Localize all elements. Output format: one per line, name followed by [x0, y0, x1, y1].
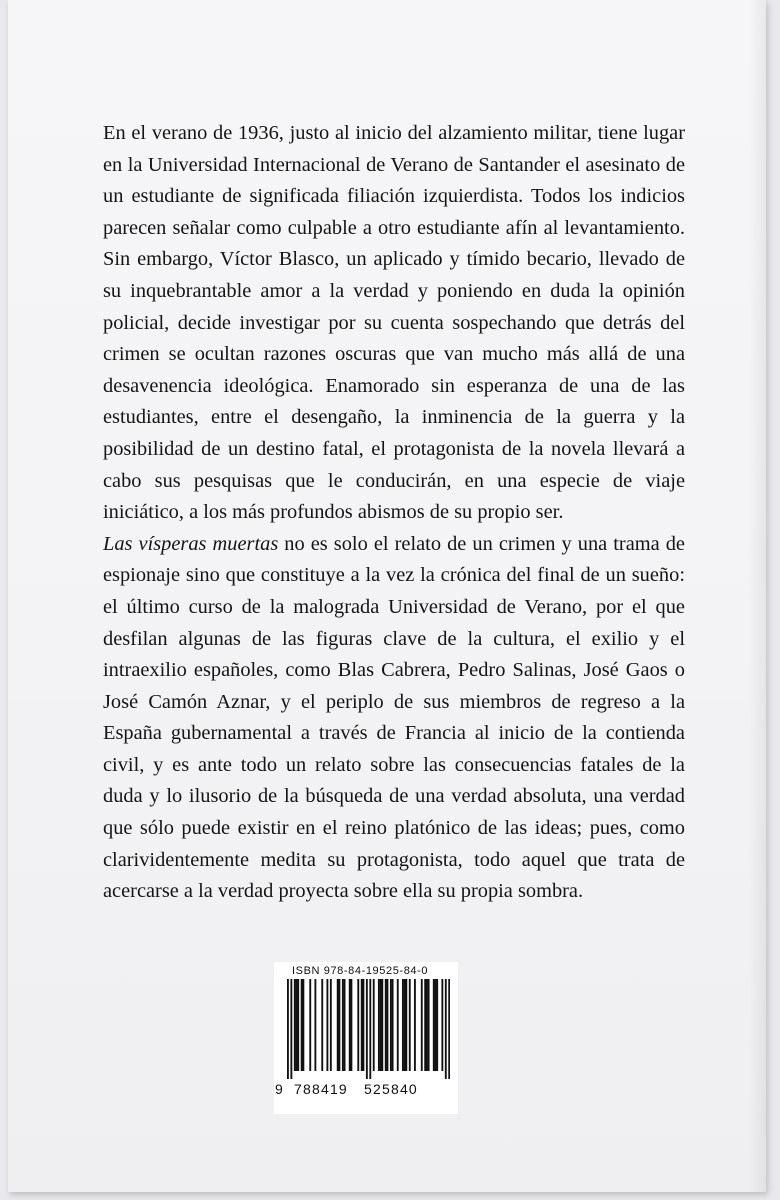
barcode-bar	[296, 979, 298, 1071]
barcode-bar	[287, 979, 289, 1079]
ean-right-digits: 525840	[364, 1081, 418, 1097]
barcode-bar	[397, 979, 399, 1071]
barcode-bar	[433, 979, 435, 1071]
barcode-bar	[380, 979, 382, 1071]
barcode-bar	[402, 979, 404, 1071]
ean-first-digit: 9	[275, 1081, 283, 1097]
barcode-bar	[441, 979, 443, 1071]
barcode-bar	[448, 979, 450, 1079]
cover-edge-shadow	[748, 0, 766, 1192]
barcode-bar	[424, 979, 426, 1071]
barcode-bar	[366, 979, 368, 1079]
barcode-bar	[349, 979, 351, 1071]
barcode-bar	[362, 979, 364, 1071]
isbn-barcode	[274, 962, 458, 1114]
synopsis-paragraph-2	[103, 529, 685, 908]
book-title-italic: Las vísperas muertas	[103, 532, 279, 555]
barcode-bar	[344, 979, 346, 1071]
barcode-bar	[436, 979, 438, 1071]
barcode-bar	[421, 979, 423, 1071]
barcode-bar	[314, 979, 316, 1071]
ean-left-digits: 788419	[294, 1081, 348, 1097]
barcode-bar	[428, 979, 430, 1071]
barcode-bar	[404, 979, 406, 1071]
barcode-bar	[301, 979, 303, 1071]
barcode-bar	[321, 979, 323, 1071]
barcode-bar	[426, 979, 428, 1071]
barcode-bar	[378, 979, 380, 1071]
barcode-bar	[337, 979, 339, 1071]
barcode-bar	[297, 979, 299, 1071]
barcode-bar	[326, 979, 328, 1071]
barcode-bar	[342, 979, 344, 1071]
synopsis-paragraph-2-body: no es solo el relato de un crimen y una trama de espionaje sino que constituye a la vez la crónica del final de un sueño: el último curso de la malograda Universidad de Verano, por el que desfilan algunas de las figuras clave de la cultura, el exilio y el intraexilio españoles, como Blas Cabrera, Pedro Salinas, José Gaos o José Camón Aznar, y el periplo de sus miembros de regreso a la España gubernamental a través de Francia al inicio de la contienda civil, y es ante todo un relato sobre las consecuencias fatales de la duda y lo ilusorio de la búsqueda de una verdad absoluta, una verdad que sólo puede existir en el reino platónico de las ideas; pues, como clarividentemente medita su protagonista, todo aquel que trata de acercarse a la verdad proyecta sobre ella su propia sombra.	[103, 532, 685, 903]
barcode-bar	[390, 979, 392, 1071]
barcode-bar	[290, 979, 292, 1079]
barcode-bar	[392, 979, 394, 1071]
isbn-label: ISBN 978-84-19525-84-0	[292, 965, 429, 977]
barcode-bar	[414, 979, 416, 1071]
barcode-bar	[435, 979, 437, 1071]
barcode-bar	[294, 979, 296, 1071]
barcode-bar	[350, 979, 352, 1071]
barcode-bar	[357, 979, 359, 1071]
barcode-bars-graphic	[287, 979, 450, 1079]
barcode-bar	[302, 979, 304, 1071]
barcode-bar	[405, 979, 407, 1071]
barcode-bar	[338, 979, 340, 1071]
barcode-bar	[373, 979, 375, 1071]
barcode-bar	[330, 979, 332, 1071]
synopsis-text	[103, 118, 685, 908]
barcode-bar	[387, 979, 389, 1071]
barcode-bar	[361, 979, 363, 1071]
barcode-bar	[369, 979, 371, 1079]
barcode-bar	[381, 979, 383, 1071]
barcode-bar	[309, 979, 311, 1071]
barcode-bar	[385, 979, 387, 1071]
synopsis-paragraph-1: En el verano de 1936, justo al inicio del alzamiento militar, tiene lugar en la Universidad Internacional de Verano de Santander el asesinato de un estudiante de significada filiación izquierdista. Todos los indicios parecen señalar como culpable a otro estudiante afín al levantamiento. Sin embargo, Víctor Blasco, un aplicado y tímido becario, llevado de su inquebrantable amor a la verdad y poniendo en duda la opinión policial, decide investigar por su cuenta sospechando que detrás del crimen se ocultan razones oscuras que van mucho más allá de una desavenencia ideológica. Enamorado sin esperanza de una de las estudiantes, entre el desengaño, la inminencia de la guerra y la posibilidad de un destino fatal, el protagonista de la novela llevará a cabo sus pesquisas que le conducirán, en una especie de viaje iniciático, a los más profundos abismos de su propio ser.	[103, 122, 685, 524]
barcode-bar	[409, 979, 411, 1071]
barcode-bar	[445, 979, 447, 1079]
book-back-cover	[8, 0, 766, 1192]
